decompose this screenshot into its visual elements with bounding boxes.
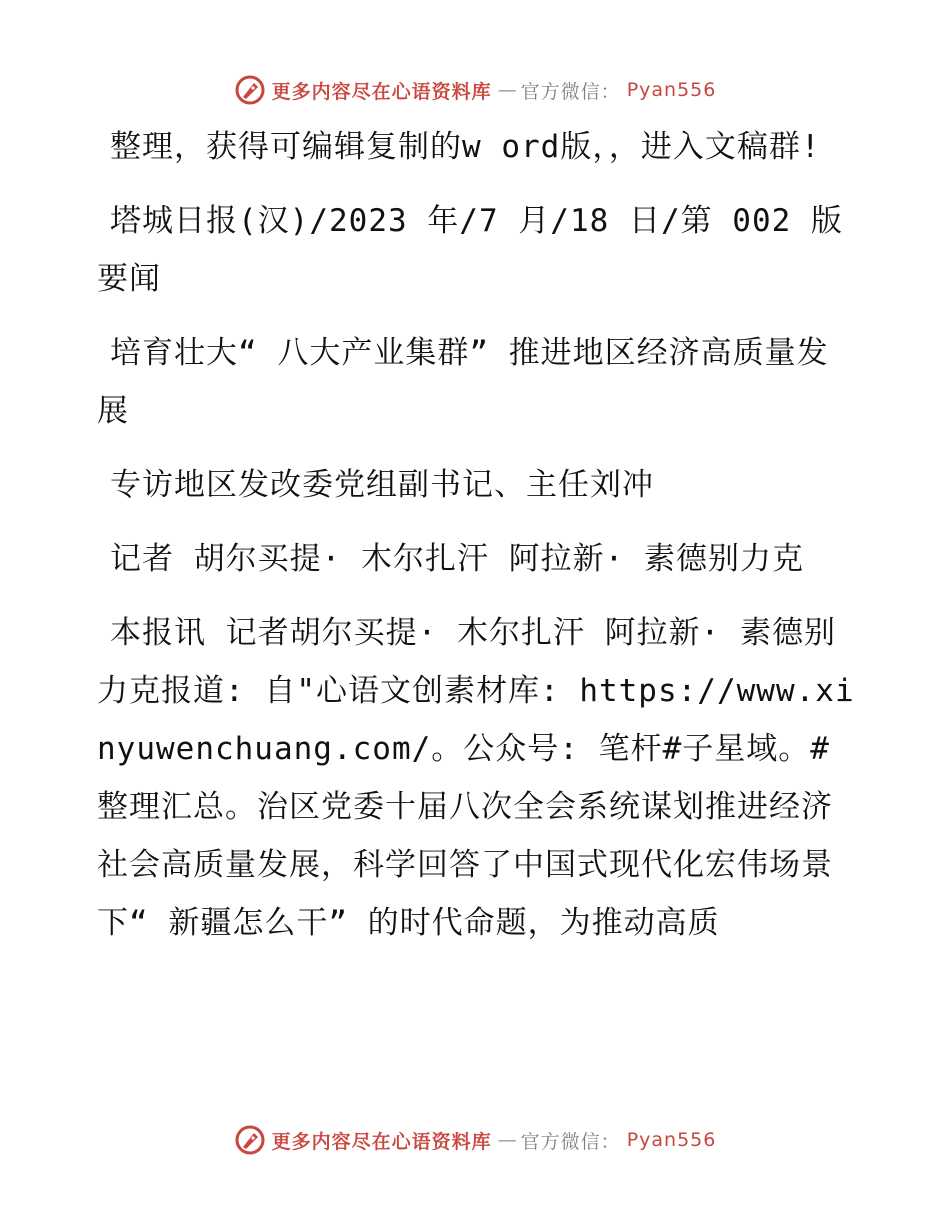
pen-nib-logo-icon [234,74,266,106]
document-body [97,118,857,968]
watermark-label: 官方微信： [520,80,621,103]
header-watermark [0,74,950,106]
watermark-account: Pyan556 [626,1129,717,1151]
source-line: 塔城日报(汉)/2023 年/7 月/18 日/第 002 版要闻 [97,203,843,297]
watermark-separator: — [497,1129,515,1151]
article-body-paragraph: 本报讯 记者胡尔买提· 木尔扎汗 阿拉新· 素德别力克报道: 自"心语文创素材库: https://www.xinyuwenchuang.com/。公众号: 笔杆#子星域。#整理汇总。治区党委十届八次全会系统谋划推进经济社会高质量发展，科学回答了中国式现代化宏伟场景下“ 新疆怎么干” 的时代命题，为推动高质 [97,615,855,941]
intro-paragraph: 整理，获得可编辑复制的w ord版，，进入文稿群! [110,129,821,165]
article-subheadline: 专访地区发改委党组副书记、主任刘冲 [110,467,654,503]
footer-watermark [0,1124,950,1156]
watermark-separator: — [497,79,515,101]
watermark-account: Pyan556 [626,79,717,101]
pen-nib-logo-icon [234,1124,266,1156]
watermark-label: 官方微信： [520,1130,621,1153]
reporter-byline: 记者 胡尔买提· 木尔扎汗 阿拉新· 素德别力克 [110,541,804,577]
article-headline: 培育壮大“ 八大产业集群” 推进地区经济高质量发展 [97,335,829,429]
watermark-brand: 更多内容尽在心语资料库 [271,80,492,103]
watermark-brand: 更多内容尽在心语资料库 [271,1130,492,1153]
